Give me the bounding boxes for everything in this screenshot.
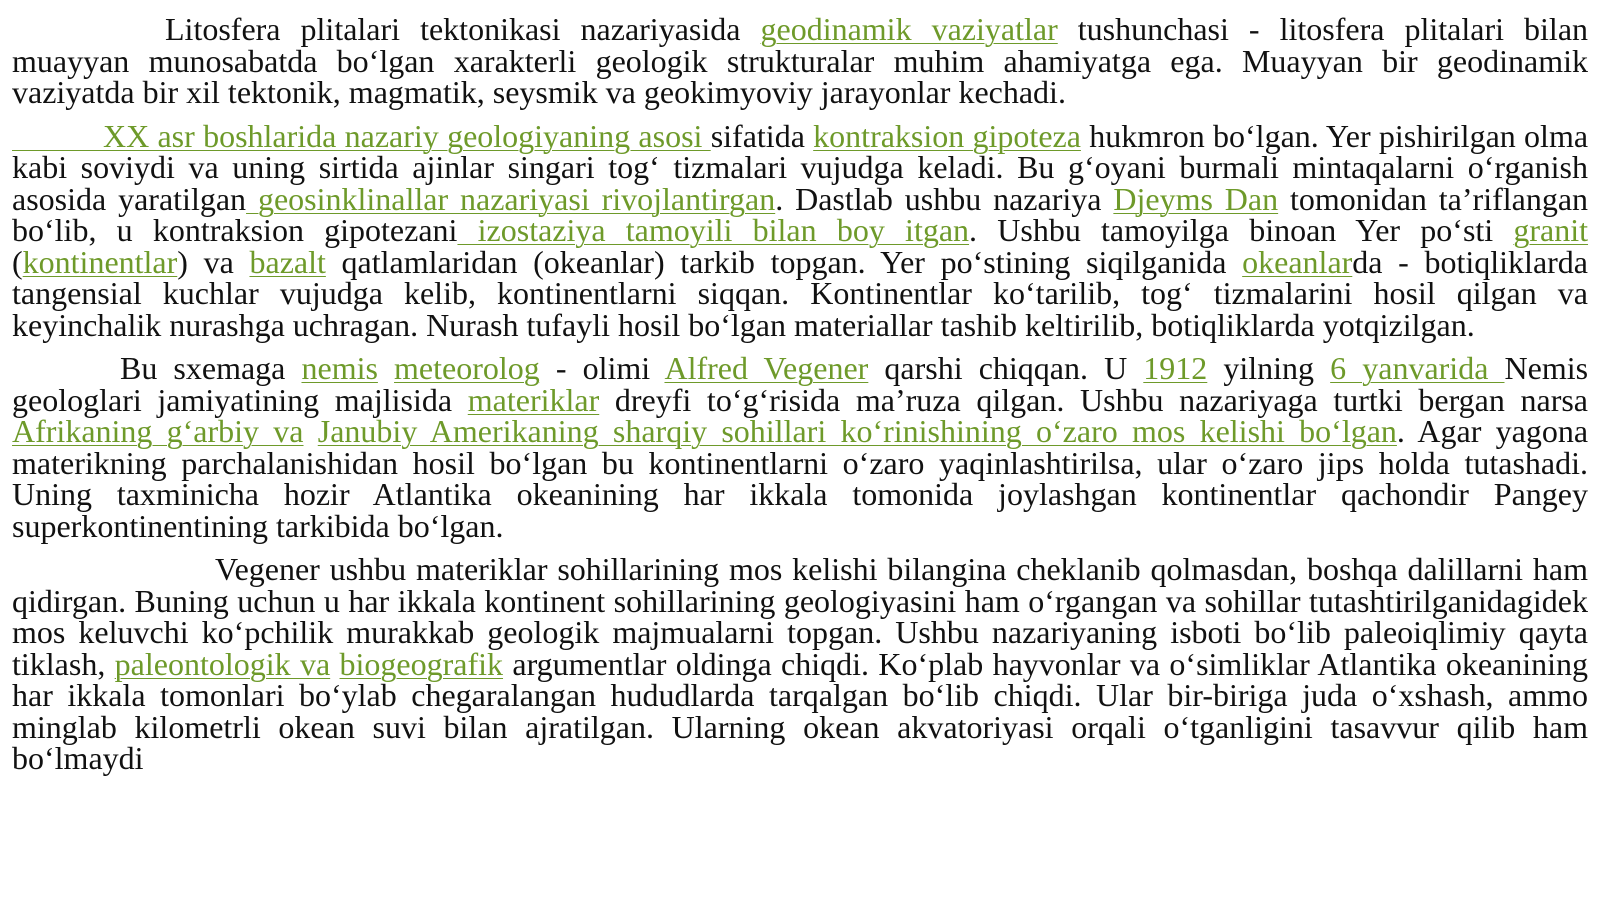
- text-run: yilning: [1207, 350, 1331, 386]
- text-run: . Dastlab ushbu nazariya: [775, 180, 1114, 217]
- hyperlink[interactable]: Janubiy Amerikaning sharqiy sohillari ko‘rinishining o‘zaro mos kelishi bo‘lgan: [317, 413, 1397, 449]
- hyperlink[interactable]: biogeografik: [339, 645, 504, 682]
- paragraph-wegener-drift: [12, 350, 1589, 544]
- hyperlink[interactable]: 6 yanvarida: [1330, 350, 1505, 386]
- text-run: da - botiqliklarda tangensial kuchlar vujudga kelib, kontinentlarni siqqan. Kontinentlar ko‘tarilib, tog‘ tizmalarini hosil qilgan va keyinchalik nurashga uchragan. Nurash tufayli hosil bo‘lgan materiallar tashib keltirilib, botiqliklarda yotqizilgan.: [12, 243, 1589, 343]
- text-run: tushunchasi - litosfera plitalari bilan muayyan munosabatda bo‘lgan xarakterli geologik strukturalar muhim ahamiyatga ega. Muayyan bir geodinamik vaziyatda bir xil tektonik, magmatik, seysmik va geokimyoviy jarayonlar kechadi.: [12, 11, 1589, 110]
- text-run: tomonidan ta’riflangan bo‘lib, u kontraksion gipotezani: [12, 180, 1589, 248]
- text-run: qarshi chiqqan. U: [868, 350, 1144, 386]
- hyperlink[interactable]: paleontologik va: [114, 645, 331, 682]
- hyperlink[interactable]: geodinamik vaziyatlar: [760, 11, 1058, 47]
- text-run: Vegener ushbu materiklar sohillarining mos kelishi bilangina cheklanib qolmasdan, boshqa dalillarni ham qidirgan. Buning uchun u har ikkala kontinent sohillarining geologiyasini ham o‘rgangan va sohillar tutashtirilganidagidek mos keluvchi ko‘pchilik murakkab geologik majmualarni topgan. Ushbu nazariyaning isboti bo‘lib paleoiqlimiy qayta tiklash,: [12, 551, 1588, 682]
- text-run: Nemis geologlari jamiyatining majlisida: [12, 350, 1589, 418]
- text-run: . Agar yagona materikning parchalanishidan hosil bo‘lgan bu kontinentlarni o‘zaro yaqinlashtirilsa, ular o‘zaro jips holda tutashadi. Uning taxminicha hozir Atlantika okeanining har ikkala tomonida joylashgan kontinentlar qachondir Pangey superkontinentining tarkibida bo‘lgan.: [12, 413, 1589, 544]
- hyperlink[interactable]: geosinklinallar nazariyasi rivojlantirgan: [246, 180, 776, 217]
- hyperlink[interactable]: bazalt: [249, 243, 326, 280]
- text-run: ) va: [177, 243, 250, 280]
- text-run: sifatida: [710, 117, 814, 154]
- paragraph-plate-tectonics: [12, 11, 1589, 110]
- hyperlink[interactable]: kontraksion gipoteza: [813, 117, 1081, 154]
- hyperlink[interactable]: izostaziya tamoyili bilan boy itgan: [457, 212, 970, 248]
- hyperlink[interactable]: meteorolog: [394, 350, 540, 386]
- hyperlink[interactable]: kontinentlar: [22, 243, 178, 280]
- text-run: hukmron bo‘lgan. Yer pishirilgan olma kabi soviydi va uning sirtida ajinlar singari tog‘ tizmalari vujudga keladi. Bu g‘oyani burmali mintaqalarni o‘rganish asosida yaratilgan: [12, 117, 1589, 217]
- text-run: . Ushbu tamoyilga binoan Yer po‘sti: [969, 212, 1514, 248]
- hyperlink[interactable]: Djeyms Dan: [1113, 180, 1279, 217]
- text-run: Litosfera plitalari tektonikasi nazariyasida: [165, 11, 761, 47]
- hyperlink[interactable]: okeanlar: [1242, 243, 1353, 280]
- hyperlink[interactable]: 1912: [1143, 350, 1208, 386]
- text-run: dreyfi to‘g‘risida ma’ruza qilgan. Ushbu nazariyaga turtki bergan narsa: [599, 381, 1589, 418]
- document-body: [12, 11, 1589, 787]
- text-run: Bu sxemaga: [120, 350, 302, 386]
- hyperlink[interactable]: materiklar: [467, 381, 600, 418]
- hyperlink[interactable]: granit: [1513, 212, 1589, 248]
- text-run: - olimi: [539, 350, 665, 386]
- hyperlink[interactable]: Alfred Vegener: [664, 350, 869, 386]
- hyperlink[interactable]: XX asr boshlarida nazariy geologiyaning asosi: [12, 117, 711, 154]
- paragraph-contraction-hypothesis: [12, 117, 1589, 343]
- paragraph-wegener-evidence: [12, 551, 1589, 776]
- text-run: (: [12, 243, 23, 280]
- text-run: argumentlar oldinga chiqdi. Ko‘plab hayvonlar va o‘simliklar Atlantika okeanining har ikkala tomonlari bo‘ylab chegaralangan hududlarda tarqalgan bo‘lib chiqdi. Ular bir-biriga juda o‘xshash, ammo minglab kilometrli okean suvi bilan ajratilgan. Ularning okean akvatoriyasi orqali o‘tganligini tasavvur qilib ham bo‘lmaydi: [12, 645, 1589, 776]
- hyperlink[interactable]: nemis: [301, 350, 378, 386]
- text-run: qatlamlaridan (okeanlar) tarkib topgan. Yer po‘stining siqilganida: [325, 243, 1243, 280]
- hyperlink[interactable]: Afrikaning g‘arbiy va: [12, 413, 304, 449]
